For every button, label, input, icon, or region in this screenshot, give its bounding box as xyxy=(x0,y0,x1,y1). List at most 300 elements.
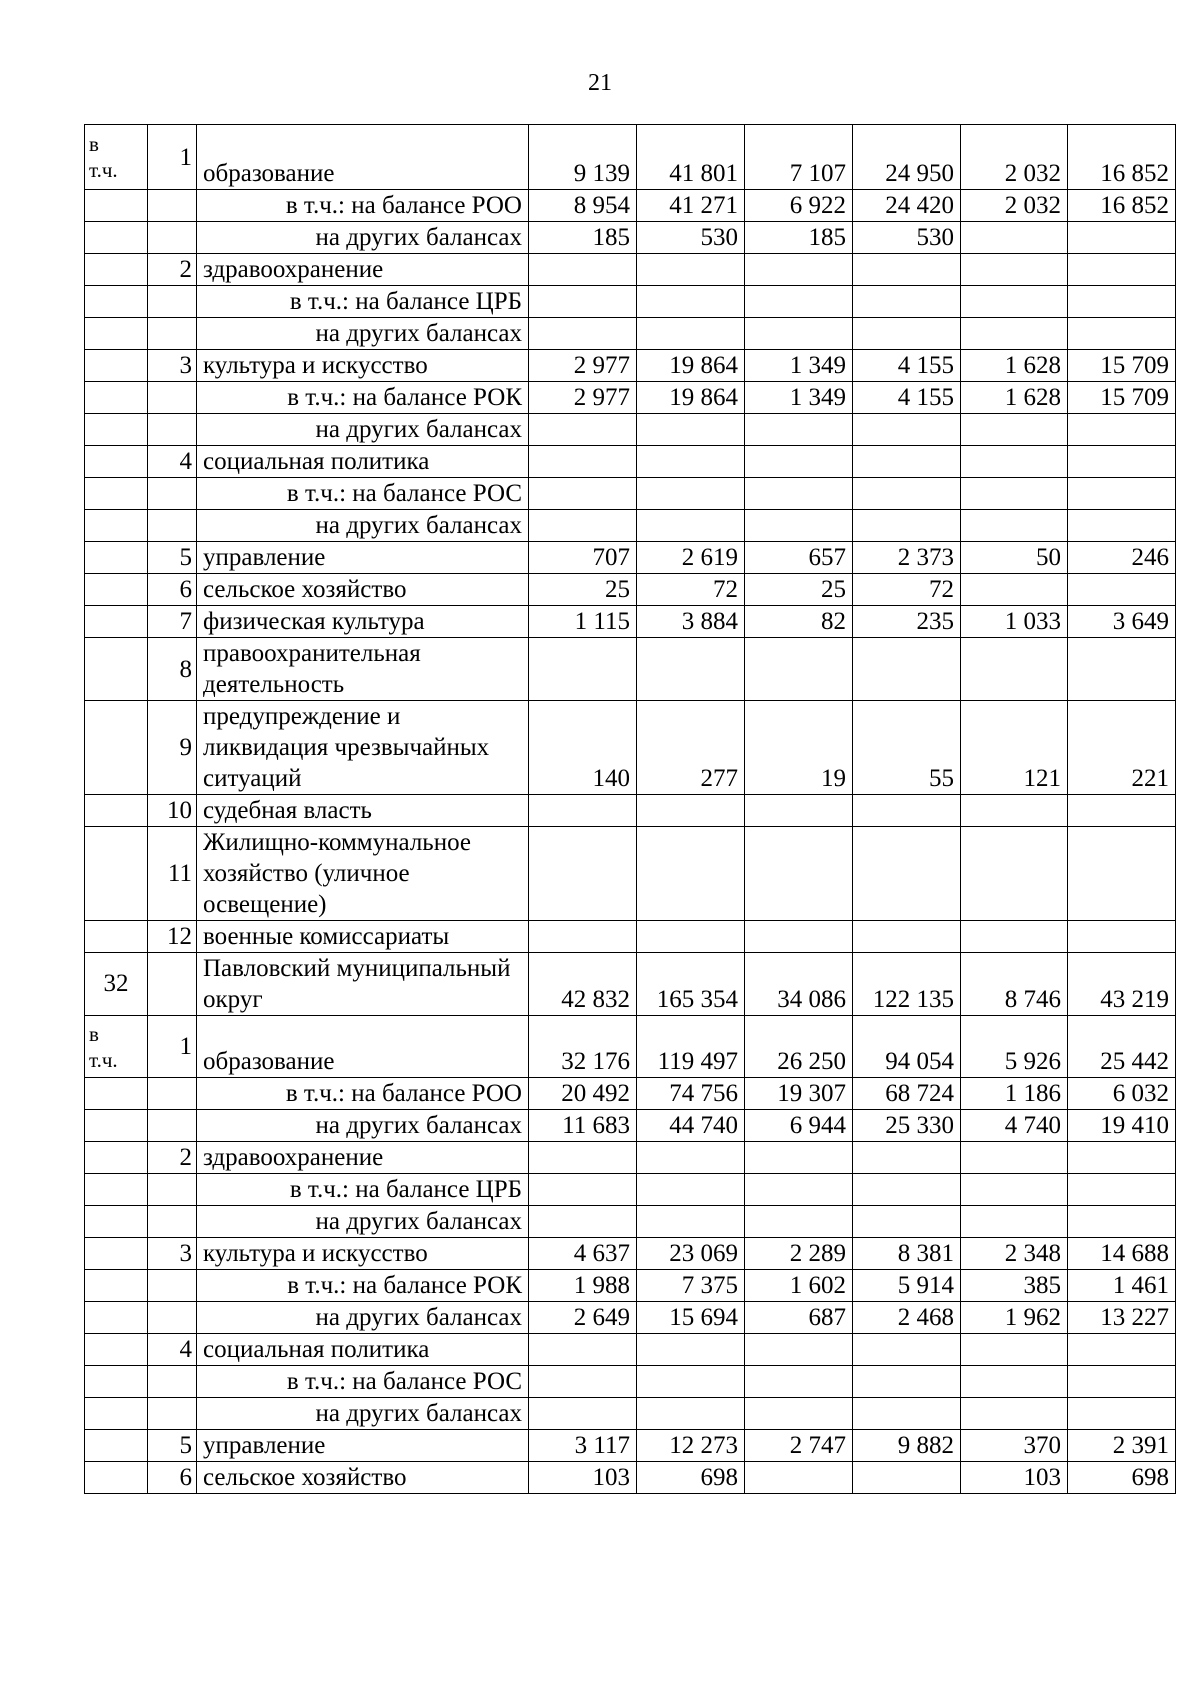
value-cell: 25 330 xyxy=(853,1110,961,1142)
value-cell: 15 709 xyxy=(1068,382,1176,414)
item-number-cell: 1 xyxy=(148,1016,197,1078)
table-row xyxy=(85,638,1176,701)
region-cell xyxy=(85,1366,148,1398)
item-number-cell: 12 xyxy=(148,921,197,953)
value-cell: 4 155 xyxy=(853,382,961,414)
region-cell: в т.ч. xyxy=(85,1016,148,1078)
region-cell xyxy=(85,1398,148,1430)
value-cell: 385 xyxy=(961,1270,1068,1302)
category-label-cell: правоохранительная деятельность xyxy=(197,638,529,701)
value-cell xyxy=(853,827,961,921)
item-number-cell xyxy=(148,1206,197,1238)
value-cell: 1 349 xyxy=(745,350,853,382)
value-cell: 24 420 xyxy=(853,190,961,222)
value-cell: 12 273 xyxy=(637,1430,745,1462)
value-cell: 185 xyxy=(745,222,853,254)
region-cell xyxy=(85,921,148,953)
value-cell: 2 977 xyxy=(529,382,637,414)
value-cell xyxy=(637,1174,745,1206)
item-number-cell: 2 xyxy=(148,1142,197,1174)
region-cell xyxy=(85,318,148,350)
table-row xyxy=(85,1462,1176,1494)
category-label-cell: военные комиссариаты xyxy=(197,921,529,953)
value-cell: 72 xyxy=(637,574,745,606)
region-cell xyxy=(85,1078,148,1110)
value-cell: 15 709 xyxy=(1068,350,1176,382)
value-cell xyxy=(1068,510,1176,542)
value-cell: 82 xyxy=(745,606,853,638)
value-cell xyxy=(1068,1334,1176,1366)
value-cell: 2 032 xyxy=(961,125,1068,190)
region-cell xyxy=(85,1462,148,1494)
item-number-cell xyxy=(148,382,197,414)
item-number-cell: 3 xyxy=(148,350,197,382)
value-cell: 1 628 xyxy=(961,382,1068,414)
item-number-cell xyxy=(148,510,197,542)
category-label-cell: судебная власть xyxy=(197,795,529,827)
category-label-cell: сельское хозяйство xyxy=(197,574,529,606)
value-cell xyxy=(1068,318,1176,350)
value-cell xyxy=(529,1174,637,1206)
value-cell xyxy=(745,1398,853,1430)
category-label-cell: управление xyxy=(197,1430,529,1462)
table-row xyxy=(85,254,1176,286)
category-label-cell: на других балансах xyxy=(197,318,529,350)
value-cell: 19 410 xyxy=(1068,1110,1176,1142)
value-cell xyxy=(853,1334,961,1366)
item-number-cell xyxy=(148,1366,197,1398)
value-cell xyxy=(1068,827,1176,921)
item-number-cell: 5 xyxy=(148,542,197,574)
value-cell: 1 962 xyxy=(961,1302,1068,1334)
value-cell xyxy=(961,1142,1068,1174)
value-cell xyxy=(529,1142,637,1174)
table-row xyxy=(85,222,1176,254)
value-cell: 6 032 xyxy=(1068,1078,1176,1110)
value-cell: 698 xyxy=(1068,1462,1176,1494)
value-cell xyxy=(529,795,637,827)
value-cell xyxy=(745,795,853,827)
region-cell xyxy=(85,1142,148,1174)
region-cell xyxy=(85,222,148,254)
table-row xyxy=(85,953,1176,1016)
value-cell: 19 307 xyxy=(745,1078,853,1110)
value-cell xyxy=(529,286,637,318)
value-cell: 2 373 xyxy=(853,542,961,574)
value-cell: 657 xyxy=(745,542,853,574)
value-cell xyxy=(529,1334,637,1366)
value-cell xyxy=(961,1398,1068,1430)
value-cell: 1 186 xyxy=(961,1078,1068,1110)
value-cell: 3 649 xyxy=(1068,606,1176,638)
category-label-cell: культура и искусство xyxy=(197,1238,529,1270)
value-cell xyxy=(529,1398,637,1430)
value-cell xyxy=(637,318,745,350)
item-number-cell xyxy=(148,1270,197,1302)
category-label-cell: здравоохранение xyxy=(197,254,529,286)
item-number-cell: 4 xyxy=(148,1334,197,1366)
region-cell xyxy=(85,286,148,318)
value-cell xyxy=(961,318,1068,350)
value-cell xyxy=(745,510,853,542)
value-cell xyxy=(961,510,1068,542)
region-cell xyxy=(85,574,148,606)
value-cell: 24 950 xyxy=(853,125,961,190)
value-cell xyxy=(1068,795,1176,827)
value-cell: 246 xyxy=(1068,542,1176,574)
value-cell: 2 289 xyxy=(745,1238,853,1270)
value-cell xyxy=(1068,222,1176,254)
value-cell: 19 864 xyxy=(637,382,745,414)
value-cell xyxy=(961,795,1068,827)
value-cell: 2 348 xyxy=(961,1238,1068,1270)
table-row xyxy=(85,318,1176,350)
item-number-cell xyxy=(148,222,197,254)
region-cell xyxy=(85,1430,148,1462)
value-cell: 1 033 xyxy=(961,606,1068,638)
value-cell: 20 492 xyxy=(529,1078,637,1110)
value-cell: 221 xyxy=(1068,701,1176,795)
item-number-cell: 2 xyxy=(148,254,197,286)
value-cell xyxy=(745,1142,853,1174)
value-cell: 13 227 xyxy=(1068,1302,1176,1334)
value-cell xyxy=(1068,638,1176,701)
value-cell xyxy=(745,414,853,446)
value-cell xyxy=(745,1334,853,1366)
value-cell xyxy=(961,1334,1068,1366)
value-cell: 72 xyxy=(853,574,961,606)
value-cell: 1 988 xyxy=(529,1270,637,1302)
table-row xyxy=(85,1078,1176,1110)
region-cell xyxy=(85,510,148,542)
value-cell xyxy=(853,1398,961,1430)
value-cell xyxy=(1068,414,1176,446)
value-cell xyxy=(853,921,961,953)
region-cell xyxy=(85,350,148,382)
region-cell xyxy=(85,446,148,478)
value-cell: 16 852 xyxy=(1068,190,1176,222)
category-label-cell: Павловский муниципальный округ xyxy=(197,953,529,1016)
value-cell xyxy=(1068,286,1176,318)
value-cell xyxy=(853,414,961,446)
page-number: 21 xyxy=(588,70,612,96)
value-cell: 1 461 xyxy=(1068,1270,1176,1302)
category-label-cell: в т.ч.: на балансе РОК xyxy=(197,1270,529,1302)
value-cell: 25 xyxy=(745,574,853,606)
value-cell xyxy=(745,1366,853,1398)
value-cell: 23 069 xyxy=(637,1238,745,1270)
value-cell: 698 xyxy=(637,1462,745,1494)
value-cell xyxy=(961,827,1068,921)
item-number-cell xyxy=(148,190,197,222)
value-cell: 140 xyxy=(529,701,637,795)
budget-table xyxy=(84,124,1176,1494)
value-cell xyxy=(529,1206,637,1238)
region-cell xyxy=(85,701,148,795)
value-cell: 34 086 xyxy=(745,953,853,1016)
value-cell xyxy=(529,638,637,701)
table-row xyxy=(85,286,1176,318)
value-cell: 68 724 xyxy=(853,1078,961,1110)
table-row xyxy=(85,382,1176,414)
value-cell: 2 649 xyxy=(529,1302,637,1334)
value-cell: 5 914 xyxy=(853,1270,961,1302)
value-cell xyxy=(529,254,637,286)
value-cell xyxy=(637,1142,745,1174)
category-label-cell: на других балансах xyxy=(197,222,529,254)
value-cell xyxy=(529,921,637,953)
category-label-cell: образование xyxy=(197,125,529,190)
region-cell xyxy=(85,382,148,414)
value-cell xyxy=(637,921,745,953)
category-label-cell: Жилищно-коммунальное хозяйство (уличное освещение) xyxy=(197,827,529,921)
value-cell xyxy=(745,638,853,701)
value-cell: 2 619 xyxy=(637,542,745,574)
value-cell xyxy=(853,510,961,542)
category-label-cell: на других балансах xyxy=(197,1302,529,1334)
category-label-cell: на других балансах xyxy=(197,1398,529,1430)
value-cell: 4 637 xyxy=(529,1238,637,1270)
table-row xyxy=(85,1302,1176,1334)
value-cell xyxy=(1068,1366,1176,1398)
value-cell xyxy=(529,414,637,446)
category-label-cell: в т.ч.: на балансе РОС xyxy=(197,1366,529,1398)
value-cell: 185 xyxy=(529,222,637,254)
region-cell: 32 xyxy=(85,953,148,1016)
value-cell xyxy=(853,446,961,478)
value-cell xyxy=(1068,921,1176,953)
table-row xyxy=(85,1398,1176,1430)
category-label-cell: предупреждение и ликвидация чрезвычайных ситуаций xyxy=(197,701,529,795)
value-cell xyxy=(961,414,1068,446)
table-row xyxy=(85,1334,1176,1366)
value-cell xyxy=(745,286,853,318)
value-cell xyxy=(745,446,853,478)
value-cell: 5 926 xyxy=(961,1016,1068,1078)
category-label-cell: управление xyxy=(197,542,529,574)
region-cell xyxy=(85,1110,148,1142)
value-cell: 7 107 xyxy=(745,125,853,190)
item-number-cell xyxy=(148,1110,197,1142)
table-row xyxy=(85,1270,1176,1302)
category-label-cell: в т.ч.: на балансе РОО xyxy=(197,190,529,222)
value-cell xyxy=(637,478,745,510)
region-cell: в т.ч. xyxy=(85,125,148,190)
value-cell xyxy=(1068,1142,1176,1174)
value-cell xyxy=(1068,574,1176,606)
value-cell xyxy=(637,1206,745,1238)
value-cell: 9 139 xyxy=(529,125,637,190)
item-number-cell xyxy=(148,478,197,510)
value-cell: 165 354 xyxy=(637,953,745,1016)
region-cell xyxy=(85,254,148,286)
value-cell xyxy=(961,254,1068,286)
table-row xyxy=(85,1110,1176,1142)
value-cell xyxy=(637,510,745,542)
value-cell: 42 832 xyxy=(529,953,637,1016)
value-cell xyxy=(961,574,1068,606)
table-row xyxy=(85,1174,1176,1206)
table-row xyxy=(85,510,1176,542)
item-number-cell: 10 xyxy=(148,795,197,827)
value-cell: 3 117 xyxy=(529,1430,637,1462)
value-cell xyxy=(637,286,745,318)
category-label-cell: социальная политика xyxy=(197,1334,529,1366)
item-number-cell xyxy=(148,1398,197,1430)
value-cell: 707 xyxy=(529,542,637,574)
value-cell: 41 801 xyxy=(637,125,745,190)
value-cell xyxy=(961,921,1068,953)
category-label-cell: на других балансах xyxy=(197,1206,529,1238)
value-cell xyxy=(1068,254,1176,286)
table-row xyxy=(85,446,1176,478)
table-row xyxy=(85,921,1176,953)
category-label-cell: в т.ч.: на балансе ЦРБ xyxy=(197,1174,529,1206)
value-cell: 8 381 xyxy=(853,1238,961,1270)
value-cell: 6 922 xyxy=(745,190,853,222)
value-cell: 2 747 xyxy=(745,1430,853,1462)
value-cell: 7 375 xyxy=(637,1270,745,1302)
value-cell xyxy=(745,254,853,286)
region-cell xyxy=(85,795,148,827)
value-cell: 55 xyxy=(853,701,961,795)
table-row xyxy=(85,574,1176,606)
value-cell: 74 756 xyxy=(637,1078,745,1110)
value-cell xyxy=(1068,446,1176,478)
value-cell: 235 xyxy=(853,606,961,638)
value-cell xyxy=(853,1174,961,1206)
value-cell: 122 135 xyxy=(853,953,961,1016)
item-number-cell: 5 xyxy=(148,1430,197,1462)
value-cell xyxy=(961,1366,1068,1398)
category-label-cell: в т.ч.: на балансе ЦРБ xyxy=(197,286,529,318)
table-row xyxy=(85,414,1176,446)
table-row xyxy=(85,1238,1176,1270)
value-cell xyxy=(853,638,961,701)
category-label-cell: культура и искусство xyxy=(197,350,529,382)
value-cell xyxy=(961,286,1068,318)
region-cell xyxy=(85,1334,148,1366)
item-number-cell: 6 xyxy=(148,1462,197,1494)
table-row xyxy=(85,478,1176,510)
value-cell xyxy=(1068,1398,1176,1430)
region-cell xyxy=(85,1302,148,1334)
value-cell xyxy=(745,1462,853,1494)
value-cell xyxy=(1068,1174,1176,1206)
value-cell: 8 746 xyxy=(961,953,1068,1016)
category-label-cell: в т.ч.: на балансе РОС xyxy=(197,478,529,510)
value-cell: 277 xyxy=(637,701,745,795)
value-cell: 41 271 xyxy=(637,190,745,222)
value-cell: 1 349 xyxy=(745,382,853,414)
value-cell: 1 602 xyxy=(745,1270,853,1302)
item-number-cell: 9 xyxy=(148,701,197,795)
value-cell xyxy=(637,827,745,921)
value-cell: 8 954 xyxy=(529,190,637,222)
value-cell: 32 176 xyxy=(529,1016,637,1078)
value-cell xyxy=(745,921,853,953)
table-body xyxy=(85,125,1176,1494)
value-cell xyxy=(853,795,961,827)
value-cell xyxy=(745,318,853,350)
value-cell xyxy=(637,446,745,478)
region-cell xyxy=(85,1206,148,1238)
value-cell xyxy=(529,478,637,510)
value-cell xyxy=(1068,478,1176,510)
region-cell xyxy=(85,638,148,701)
value-cell xyxy=(961,446,1068,478)
item-number-cell xyxy=(148,953,197,1016)
value-cell xyxy=(853,1206,961,1238)
value-cell: 2 032 xyxy=(961,190,1068,222)
value-cell xyxy=(853,1462,961,1494)
value-cell: 687 xyxy=(745,1302,853,1334)
value-cell: 1 115 xyxy=(529,606,637,638)
table-row xyxy=(85,1142,1176,1174)
table-row xyxy=(85,125,1176,190)
value-cell: 4 155 xyxy=(853,350,961,382)
value-cell: 370 xyxy=(961,1430,1068,1462)
value-cell xyxy=(745,1206,853,1238)
item-number-cell: 7 xyxy=(148,606,197,638)
value-cell xyxy=(853,254,961,286)
category-label-cell: физическая культура xyxy=(197,606,529,638)
item-number-cell xyxy=(148,1302,197,1334)
table-row xyxy=(85,1430,1176,1462)
value-cell: 103 xyxy=(961,1462,1068,1494)
table-row xyxy=(85,1016,1176,1078)
category-label-cell: в т.ч.: на балансе РОК xyxy=(197,382,529,414)
value-cell xyxy=(637,414,745,446)
table-row xyxy=(85,542,1176,574)
category-label-cell: в т.ч.: на балансе РОО xyxy=(197,1078,529,1110)
value-cell: 119 497 xyxy=(637,1016,745,1078)
category-label-cell: здравоохранение xyxy=(197,1142,529,1174)
category-label-cell: на других балансах xyxy=(197,1110,529,1142)
value-cell xyxy=(961,222,1068,254)
region-cell xyxy=(85,606,148,638)
value-cell xyxy=(961,1206,1068,1238)
value-cell: 2 977 xyxy=(529,350,637,382)
value-cell: 121 xyxy=(961,701,1068,795)
value-cell xyxy=(745,1174,853,1206)
value-cell: 530 xyxy=(853,222,961,254)
item-number-cell xyxy=(148,318,197,350)
value-cell: 94 054 xyxy=(853,1016,961,1078)
table-row xyxy=(85,1206,1176,1238)
value-cell xyxy=(745,827,853,921)
value-cell xyxy=(637,638,745,701)
value-cell: 530 xyxy=(637,222,745,254)
value-cell xyxy=(637,795,745,827)
value-cell xyxy=(961,1174,1068,1206)
item-number-cell: 8 xyxy=(148,638,197,701)
category-label-cell: на других балансах xyxy=(197,414,529,446)
value-cell: 16 852 xyxy=(1068,125,1176,190)
value-cell xyxy=(637,1334,745,1366)
value-cell: 15 694 xyxy=(637,1302,745,1334)
value-cell: 4 740 xyxy=(961,1110,1068,1142)
category-label-cell: на других балансах xyxy=(197,510,529,542)
value-cell: 25 442 xyxy=(1068,1016,1176,1078)
value-cell: 19 xyxy=(745,701,853,795)
category-label-cell: образование xyxy=(197,1016,529,1078)
category-label-cell: сельское хозяйство xyxy=(197,1462,529,1494)
table-row xyxy=(85,701,1176,795)
value-cell xyxy=(637,1366,745,1398)
value-cell xyxy=(853,478,961,510)
value-cell xyxy=(961,478,1068,510)
